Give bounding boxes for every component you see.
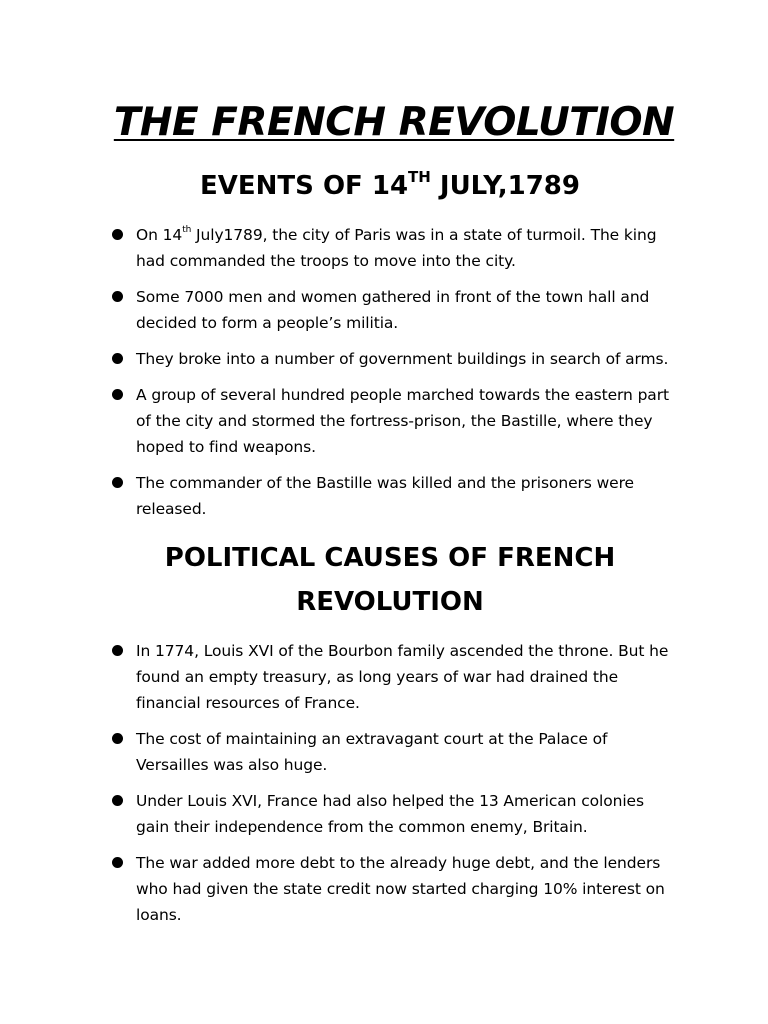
bullet-icon [112,353,123,364]
item-text: They broke into a number of government buildings in search of arms. [136,350,669,368]
events-list [108,222,680,522]
list-item [108,284,680,336]
section-heading-political-causes: POLITICAL CAUSES OF FRENCH REVOLUTION [164,543,616,617]
heading-superscript: TH [408,168,431,187]
item-text: Under Louis XVI, France had also helped the 13 American colonies gain their independence from the common enemy, Britain. [136,792,644,836]
bullet-icon [112,389,123,400]
item-text: The war added more debt to the already huge debt, and the lenders who had given the state credit now started charging 10% interest on loans. [136,854,665,924]
list-item [108,850,680,928]
list-item [108,346,680,372]
item-text: On 14 [136,226,183,244]
list-item [108,788,680,840]
political-causes-list [108,638,680,928]
section-heading-events [108,164,680,208]
item-text: In 1774, Louis XVI of the Bourbon family ascended the throne. But he found an empty treasury, as long years of war had drained the financial resources of France. [136,642,669,712]
bullet-icon [112,229,123,240]
list-item [108,222,680,274]
list-item [108,638,680,716]
list-item [108,470,680,522]
list-item [108,382,680,460]
item-text: The cost of maintaining an extravagant court at the Palace of Versailles was also huge. [136,730,608,774]
heading-text-end: JULY,1789 [430,171,580,201]
item-superscript: th [182,224,192,235]
bullet-icon [112,795,123,806]
bullet-icon [112,477,123,488]
bullet-icon [112,857,123,868]
heading-text: EVENTS OF 14 [200,171,409,201]
bullet-icon [112,733,123,744]
item-text-end: July1789, the city of Paris was in a state of turmoil. The king had commanded the troops to move into the city. [136,226,657,270]
list-item [108,726,680,778]
document-title: THE FRENCH REVOLUTION [113,100,675,145]
item-text: The commander of the Bastille was killed and the prisoners were released. [136,474,634,518]
bullet-icon [112,291,123,302]
item-text: A group of several hundred people marched towards the eastern part of the city and stormed the fortress-prison, the Bastille, where they hoped to find weapons. [136,386,669,456]
item-text: Some 7000 men and women gathered in front of the town hall and decided to form a people’s militia. [136,288,650,332]
bullet-icon [112,645,123,656]
